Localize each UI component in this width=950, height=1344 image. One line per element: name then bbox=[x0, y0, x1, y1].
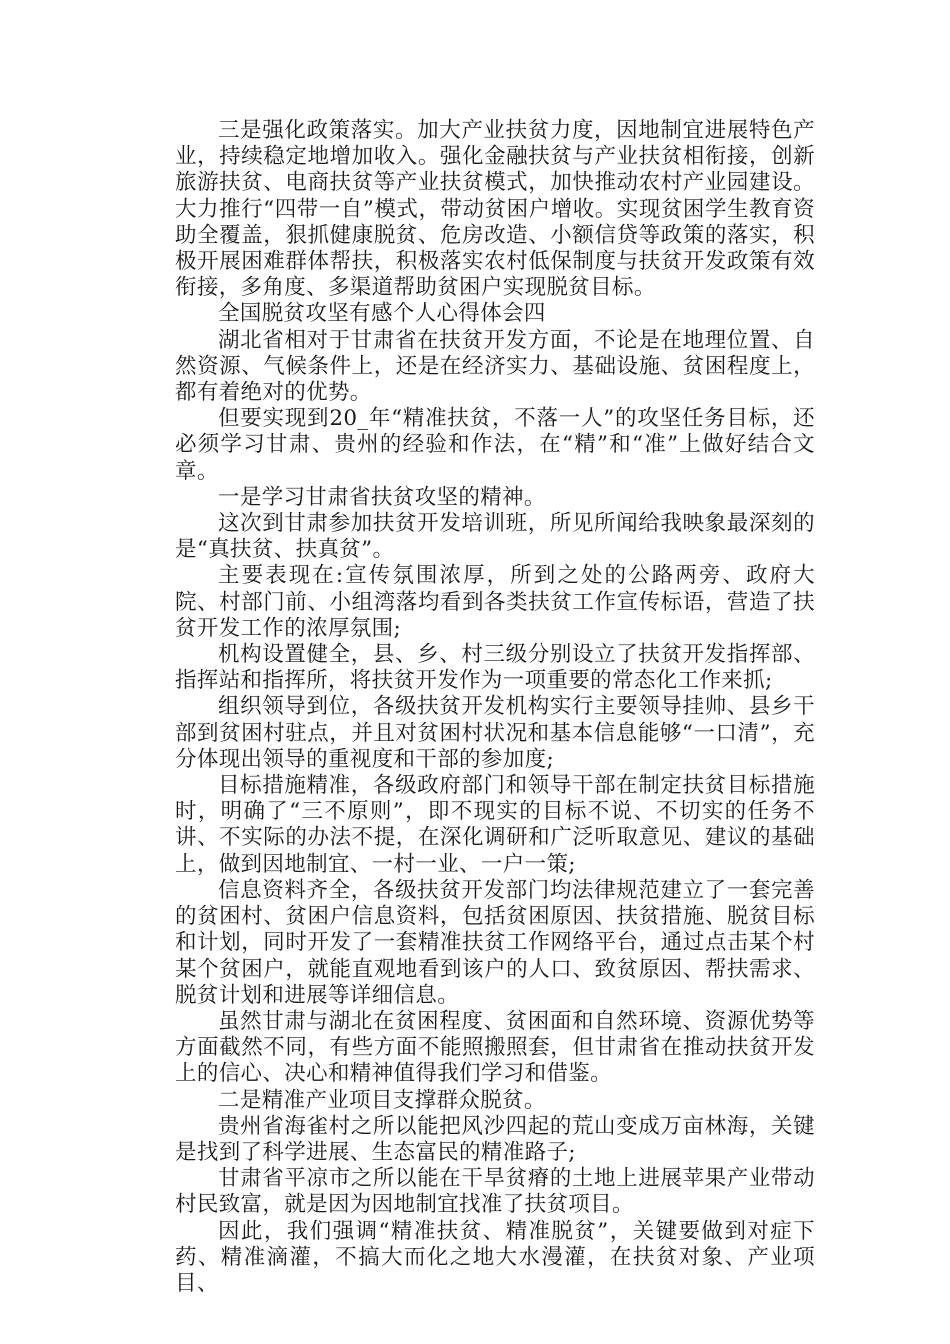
paragraph: 这次到甘肃参加扶贫开发培训班，所见所闻给我映象最深刻的是“真扶贫、扶真贫”。 bbox=[175, 511, 815, 563]
paragraph: 二是精准产业项目支撑群众脱贫。 bbox=[218, 1087, 546, 1113]
paragraph: 主要表现在:宣传氛围浓厚，所到之处的公路两旁、政府大院、村部门前、小组湾落均看到各类扶贫工作宣传标语，营造了扶贫开发工作的浓厚氛围; bbox=[175, 563, 815, 641]
paragraph: 虽然甘肃与湖北在贫困程度、贫困面和自然环境、资源优势等方面截然不同，有些方面不能照搬照套，但甘肃省在推动扶贫开发上的信心、决心和精神值得我们学习和借鉴。 bbox=[175, 1008, 815, 1087]
paragraph: 但要实现到20_年“精准扶贫，不落一人”的攻坚任务目标，还必须学习甘肃、贵州的经验和作法，在“精”和“准”上做好结合文章。 bbox=[175, 406, 815, 484]
paragraph: 机构设置健全，县、乡、村三级分别设立了扶贫开发指挥部、指挥站和指挥所，将扶贫开发作为一项重要的常态化工作来抓; bbox=[175, 642, 815, 694]
document-body bbox=[175, 118, 815, 1297]
paragraph: 三是强化政策落实。加大产业扶贫力度，因地制宜进展特色产业，持续稳定地增加收入。强化金融扶贫与产业扶贫相衔接，创新旅游扶贫、电商扶贫等产业扶贫模式，加快推动农村产业园建设。大力推行“四带一自”模式，带动贫困户增收。实现贫困学生教育资助全覆盖，狠抓健康脱贫、危房改造、小额信贷等政策的落实，积极开展困难群体帮扶，积极落实农村低保制度与扶贫开发政策有效衔接，多角度、多渠道帮助贫困户实现脱贫目标。 bbox=[175, 118, 815, 301]
paragraph: 贵州省海雀村之所以能把风沙四起的荒山变成万亩林海，关键是找到了科学进展、生态富民的精准路子; bbox=[175, 1113, 815, 1165]
paragraph: 信息资料齐全，各级扶贫开发部门均法律规范建立了一套完善的贫困村、贫困户信息资料，包括贫困原因、扶贫措施、脱贫目标和计划，同时开发了一套精准扶贫工作网络平台，通过点击某个村某个贫困户，就能直观地看到该户的人口、致贫原因、帮扶需求、脱贫计划和进展等详细信息。 bbox=[175, 877, 815, 1008]
paragraph: 甘肃省平凉市之所以能在干旱贫瘠的土地上进展苹果产业带动村民致富，就是因为因地制宜找准了扶贫项目。 bbox=[175, 1166, 815, 1218]
paragraph: 组织领导到位，各级扶贫开发机构实行主要领导挂帅、县乡干部到贫困村驻点，并且对贫困村状况和基本信息能够“一口清”，充分体现出领导的重视度和干部的参加度; bbox=[175, 694, 815, 772]
paragraph: 目标措施精准，各级政府部门和领导干部在制定扶贫目标措施时，明确了“三不原则”，即不现实的目标不说、不切实的任务不讲、不实际的办法不提，在深化调研和广泛听取意见、建议的基础上，做到因地制宜、一村一业、一户一策; bbox=[175, 773, 815, 877]
section-heading: 全国脱贫攻坚有感个人心得体会四 bbox=[218, 301, 546, 327]
paragraph: 湖北省相对于甘肃省在扶贫开发方面，不论是在地理位置、自然资源、气候条件上，还是在经济实力、基础设施、贫困程度上，都有着绝对的优势。 bbox=[175, 327, 815, 406]
paragraph: 一是学习甘肃省扶贫攻坚的精神。 bbox=[218, 484, 546, 510]
paragraph: 因此，我们强调“精准扶贫、精准脱贫”，关键要做到对症下药、精准滴灌，不搞大而化之地大水漫灌，在扶贫对象、产业项目、 bbox=[175, 1218, 815, 1296]
